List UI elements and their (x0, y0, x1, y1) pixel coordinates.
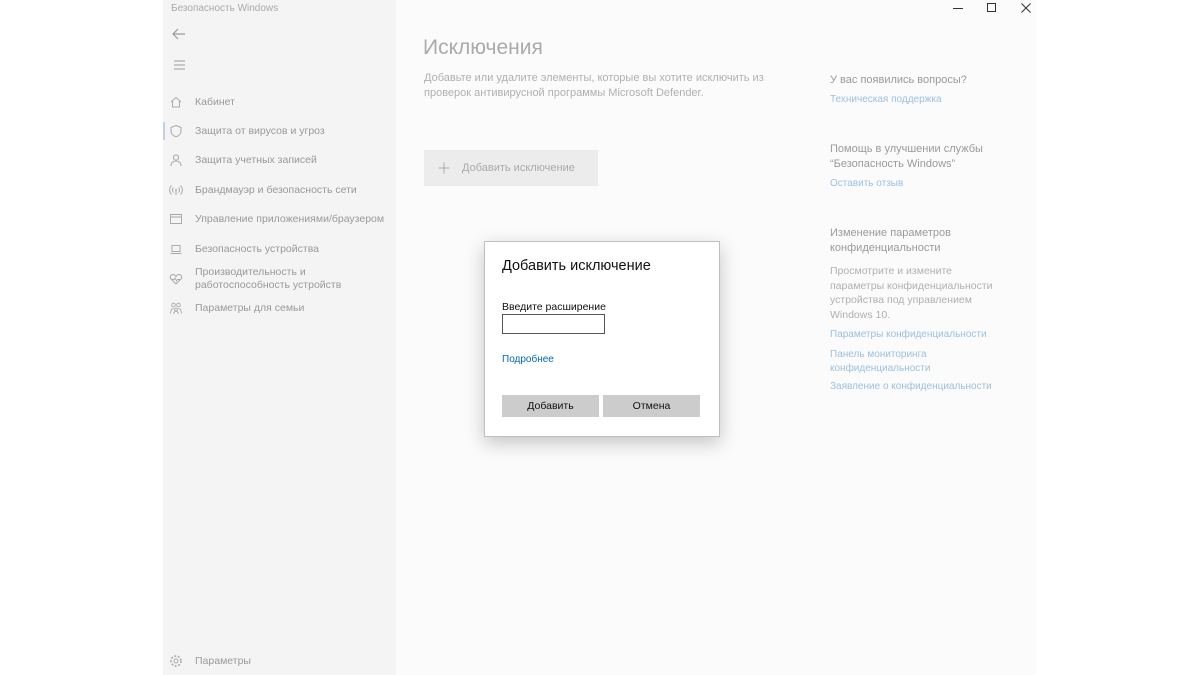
sidebar-item-virus-protection[interactable] (163, 122, 396, 140)
sidebar-item-app-browser-control[interactable] (163, 212, 396, 226)
browser-window-icon (169, 212, 183, 226)
minimize-button[interactable] (941, 0, 975, 16)
sidebar (163, 0, 396, 675)
add-exclusion-button[interactable] (424, 150, 598, 186)
wifi-icon (169, 183, 183, 197)
plus-icon (438, 162, 450, 174)
menu-button[interactable] (169, 57, 189, 73)
feedback-link[interactable]: Оставить отзыв (830, 178, 904, 189)
improve-heading: Помощь в улучшении службы “Безопасность Windows” (830, 143, 983, 170)
close-icon (1021, 3, 1031, 13)
gear-icon (169, 654, 183, 668)
sidebar-item-settings[interactable] (163, 654, 396, 668)
sidebar-item-device-security[interactable] (163, 242, 396, 256)
sidebar-item-firewall[interactable] (163, 183, 396, 197)
sidebar-item-device-performance[interactable] (163, 265, 396, 293)
hamburger-icon (169, 57, 189, 73)
add-exclusion-label: Добавить исключение (462, 162, 575, 174)
shield-icon (169, 124, 183, 138)
sidebar-item-label: Параметры (195, 654, 251, 667)
heart-pulse-icon (169, 272, 183, 286)
support-link[interactable]: Техническая поддержка (830, 94, 942, 105)
back-button[interactable] (169, 24, 189, 44)
sidebar-item-label: Управление приложениями/браузером (195, 212, 385, 225)
sidebar-item-label: Производительность и работоспособность устройств (195, 266, 342, 291)
sidebar-item-label: Брандмауэр и безопасность сети (195, 183, 357, 196)
sidebar-item-label: Защита от вирусов и угроз (195, 124, 325, 137)
sidebar-item-label: Безопасность устройства (195, 242, 319, 255)
sidebar-item-label: Параметры для семьи (195, 301, 305, 314)
back-arrow-icon (169, 24, 189, 44)
learn-more-link[interactable]: Подробнее (502, 354, 554, 365)
family-icon (169, 301, 183, 315)
minimize-icon (953, 3, 963, 13)
sidebar-item-label: Защита учетных записей (195, 153, 317, 166)
person-icon (169, 153, 183, 167)
privacy-dashboard-link[interactable]: Панель мониторинга конфиденциальности (830, 349, 931, 374)
cancel-button[interactable]: Отмена (603, 395, 700, 417)
sidebar-item-account-protection[interactable] (163, 153, 396, 167)
privacy-heading: Изменение параметров конфиденциальности (830, 227, 951, 254)
sidebar-item-home[interactable] (163, 95, 396, 109)
dialog-title: Добавить исключение (502, 258, 651, 274)
page-title: Исключения (423, 36, 543, 59)
maximize-icon (987, 3, 997, 13)
privacy-settings-link[interactable]: Параметры конфиденциальности (830, 329, 987, 340)
privacy-statement-link[interactable]: Заявление о конфиденциальности (830, 381, 992, 392)
sidebar-item-family-options[interactable] (163, 301, 396, 315)
sidebar-item-label: Кабинет (195, 95, 235, 108)
app-title: Безопасность Windows (171, 3, 279, 14)
questions-heading: У вас появились вопросы? (830, 74, 967, 86)
laptop-icon (169, 242, 183, 256)
add-button[interactable]: Добавить (502, 395, 599, 417)
privacy-description: Просмотрите и измените параметры конфиденциальности устройства под управлением Windows 10. (830, 265, 993, 321)
extension-input[interactable] (502, 314, 605, 334)
home-icon (169, 95, 183, 109)
close-button[interactable] (1009, 0, 1043, 16)
maximize-button[interactable] (975, 0, 1009, 16)
extension-field-label: Введите расширение (502, 301, 606, 313)
page-description: Добавьте или удалите элементы, которые вы хотите исключить из проверок антивирусной программы Microsoft Defender. (424, 72, 764, 99)
add-exclusion-dialog (484, 241, 720, 437)
